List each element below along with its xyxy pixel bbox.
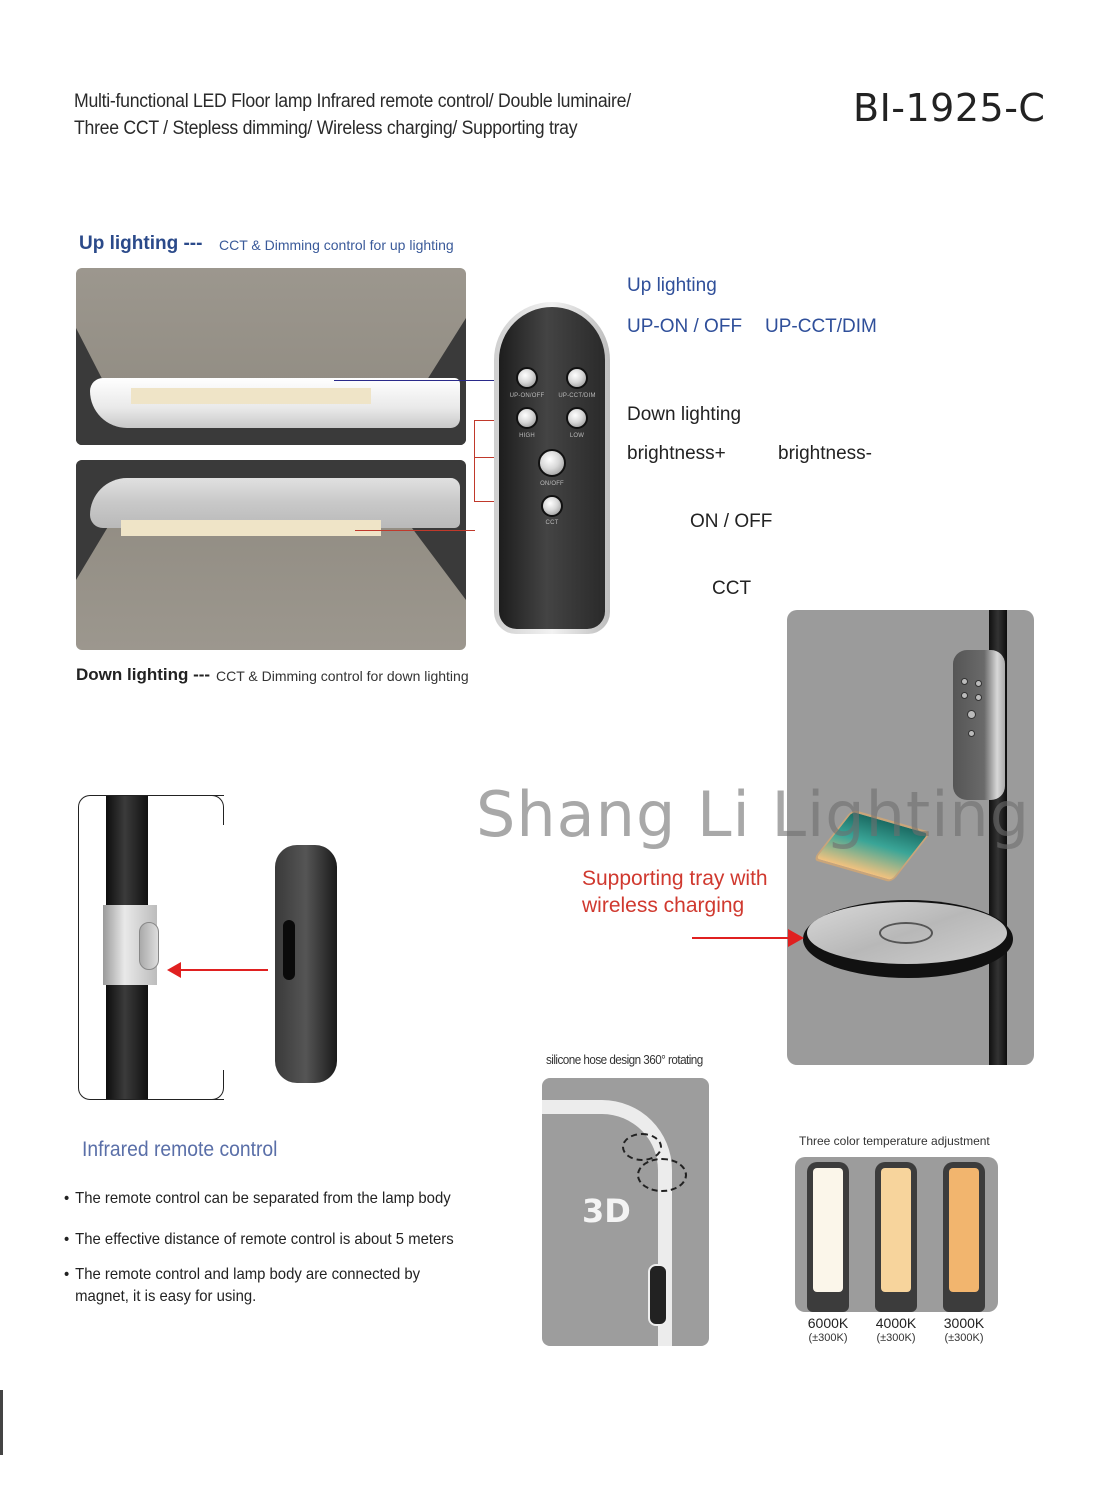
down-connector-vertical	[474, 420, 475, 502]
up-lighting-photo	[76, 268, 466, 445]
cct-temp-4000k: 4000K	[875, 1315, 917, 1331]
remote-dot	[961, 678, 968, 685]
led-panel	[131, 388, 371, 404]
down-lighting-heading: Down lighting ---	[76, 665, 211, 684]
infrared-heading: Infrared remote control	[82, 1138, 278, 1161]
cct-temp-3000k: 3000K	[943, 1315, 985, 1331]
legend-down-lighting-title: Down lighting	[627, 404, 742, 425]
legend-on-off: ON / OFF	[690, 511, 773, 532]
legend-up-lighting-title: Up lighting	[627, 275, 717, 296]
led-4000k	[881, 1168, 911, 1292]
infrared-features-list	[64, 1188, 504, 1308]
high-label: HIGH	[519, 433, 535, 439]
up-cct-dim-button[interactable]	[566, 367, 588, 389]
down-lighting-photo	[76, 460, 466, 650]
up-connector-line	[334, 380, 504, 381]
down-connector-led	[355, 530, 475, 531]
legend-up-on-off: UP-ON / OFF	[627, 316, 743, 337]
cct-lamp-4000k	[875, 1162, 917, 1312]
cct-tolerance-4000k: (±300K)	[876, 1332, 916, 1344]
closeup-frame-corner	[200, 795, 224, 825]
hose-photo	[542, 1078, 709, 1346]
product-description-line-2: Three CCT / Stepless dimming/ Wireless charging/ Supporting tray	[74, 118, 578, 139]
legend-cct: CCT	[712, 578, 752, 599]
closeup-frame-corner	[200, 1070, 224, 1100]
remote-dot	[967, 710, 976, 719]
arrow-right-icon	[788, 929, 804, 947]
up-cct-dim-label: UP-CCT/DIM	[558, 393, 596, 399]
led-6000k	[813, 1168, 843, 1292]
led-panel	[121, 520, 381, 536]
wireless-caption	[582, 865, 768, 919]
rotation-arrow-icon	[637, 1158, 687, 1192]
cct-label: CCT	[545, 520, 559, 526]
feature-item-continuation: magnet, it is easy for using.	[75, 1288, 257, 1305]
wireless-caption-line-1: Supporting tray with	[582, 867, 768, 890]
attach-arrow-line	[180, 969, 268, 971]
remote-dot	[968, 730, 975, 737]
remote-body	[499, 307, 605, 629]
high-button[interactable]	[516, 407, 538, 429]
page-edge-mark	[0, 1390, 3, 1455]
cct-button[interactable]	[541, 495, 563, 517]
low-button[interactable]	[566, 407, 588, 429]
up-lighting-subheading: CCT & Dimming control for up lighting	[219, 237, 454, 253]
cct-lamp-3000k	[943, 1162, 985, 1312]
hose-caption: silicone hose design 360° rotating	[546, 1052, 703, 1067]
product-description	[74, 88, 631, 142]
up-on-off-label: UP-ON/OFF	[509, 393, 545, 399]
closeup-frame	[78, 795, 224, 1100]
down-lighting-subheading: CCT & Dimming control for down lighting	[216, 668, 469, 684]
on-off-button[interactable]	[538, 449, 566, 477]
legend-brightness-minus: brightness-	[778, 443, 872, 464]
cct-lamp-6000k	[807, 1162, 849, 1312]
cct-caption: Three color temperature adjustment	[799, 1134, 990, 1148]
remote-dot	[961, 692, 968, 699]
feature-item: • The remote control and lamp body are connected by	[64, 1264, 473, 1286]
arrow-left-icon	[167, 962, 181, 978]
remote-dot	[975, 694, 982, 701]
wireless-caption-line-2: wireless charging	[582, 894, 745, 917]
3d-badge: 3D	[582, 1192, 631, 1230]
feature-item: • The remote control can be separated from the lamp body	[64, 1188, 473, 1210]
hose-remote	[648, 1264, 668, 1326]
tray-arrow-line	[692, 937, 792, 939]
legend-up-cct-dim: UP-CCT/DIM	[765, 316, 877, 337]
remote-control	[494, 302, 610, 634]
rotation-arrow-icon	[622, 1133, 662, 1161]
up-lighting-heading: Up lighting ---	[79, 233, 203, 254]
led-3000k	[949, 1168, 979, 1292]
wireless-charging-icon	[879, 922, 933, 944]
model-number: BI-1925-C	[853, 86, 1046, 130]
cct-tolerance-3000k: (±300K)	[944, 1332, 984, 1344]
shadow-bottom	[76, 428, 466, 445]
on-off-label: ON/OFF	[540, 481, 564, 487]
remote-dot	[975, 680, 982, 687]
legend-brightness-plus: brightness+	[627, 443, 726, 464]
up-on-off-button[interactable]	[516, 367, 538, 389]
cct-tolerance-6000k: (±300K)	[808, 1332, 848, 1344]
watermark: Shang Li Lighting	[476, 778, 1031, 851]
feature-item: • The effective distance of remote control is about 5 meters	[64, 1229, 473, 1251]
cct-temp-6000k: 6000K	[807, 1315, 849, 1331]
remote-magnet-slot	[283, 920, 295, 980]
product-description-line-1: Multi-functional LED Floor lamp Infrared remote control/ Double luminaire/	[74, 91, 631, 112]
cct-panel	[795, 1157, 998, 1312]
low-label: LOW	[569, 433, 585, 439]
